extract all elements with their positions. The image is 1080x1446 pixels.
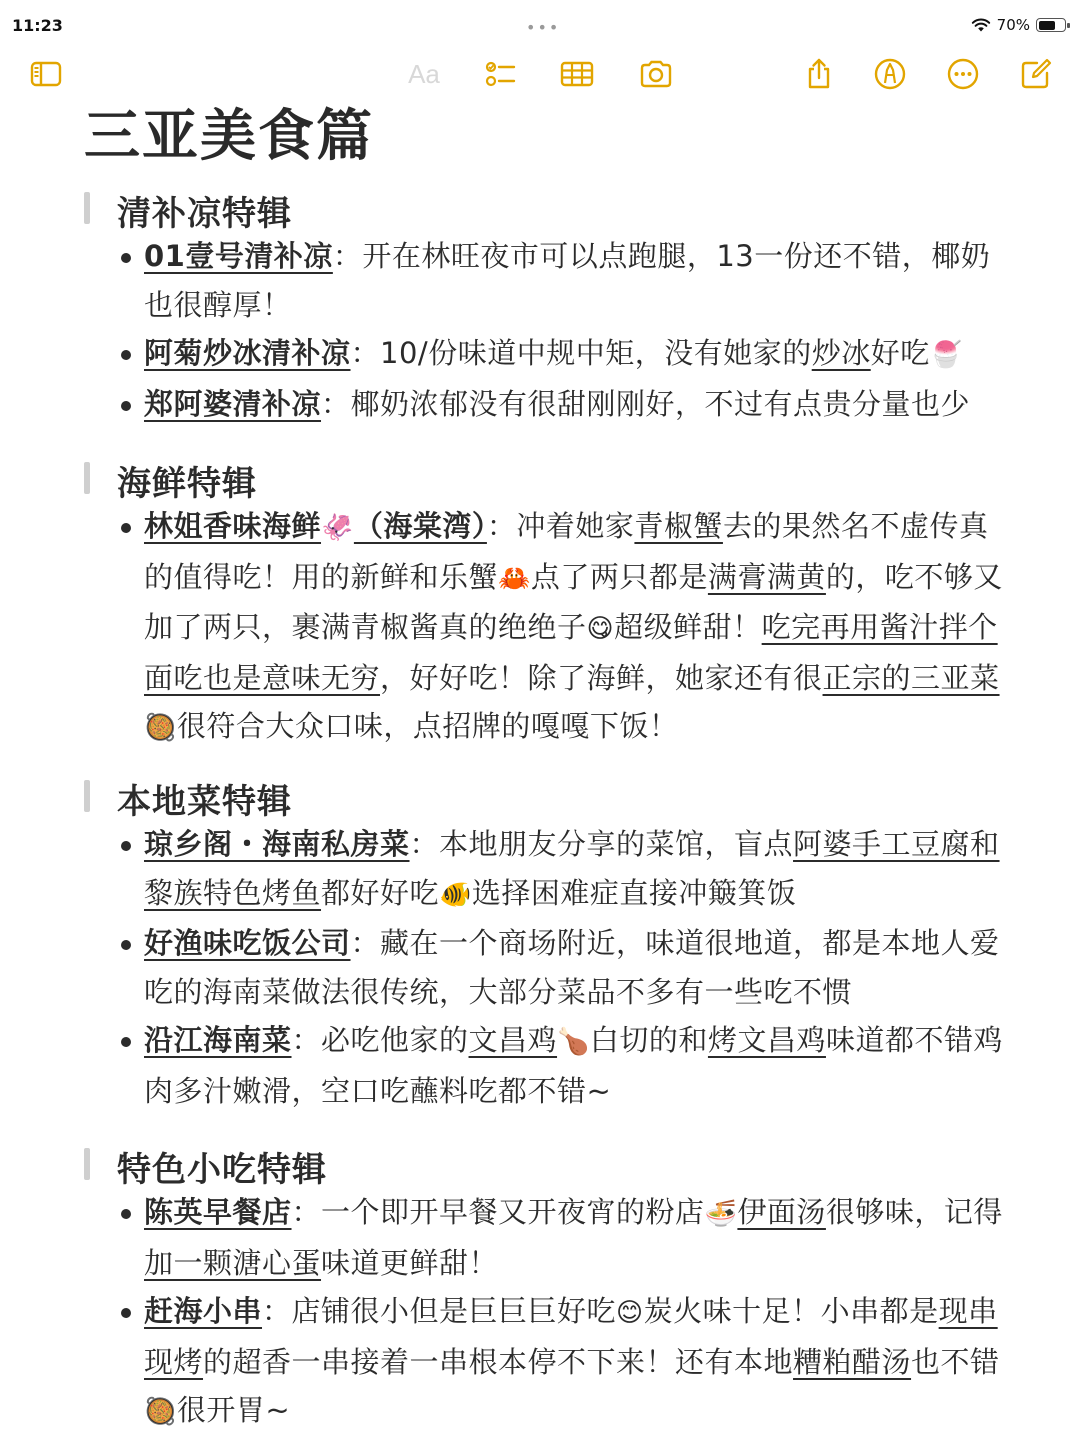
pot-emoji: 🥘: [144, 1397, 177, 1427]
wifi-icon: [971, 17, 991, 33]
smile-emoji: 😊: [616, 1298, 644, 1328]
status-right: [971, 16, 1066, 34]
squid-emoji: 🦑: [321, 513, 354, 543]
section-heading: [84, 1140, 1014, 1188]
section-heading: [84, 772, 1014, 820]
list-item[interactable]: [84, 1287, 1014, 1437]
compose-icon: [1019, 57, 1053, 91]
restaurant-name: 陈英早餐店: [144, 1195, 292, 1229]
item-text: ：本地朋友分享的菜馆，盲点: [409, 827, 794, 861]
item-text: 选择困难症直接冲簸箕饭: [471, 875, 797, 910]
item-text: ：必吃他家的: [291, 1023, 469, 1057]
list-item[interactable]: [84, 502, 1014, 753]
item-text: ：开在林旺夜市可以点跑腿，13一份还不错，椰奶也很醇厚！: [144, 239, 991, 322]
battery-icon: [1036, 18, 1066, 32]
format-button[interactable]: Aa: [408, 58, 440, 89]
checklist-button[interactable]: [480, 52, 520, 96]
pot-emoji: 🥘: [144, 713, 177, 743]
restaurant-name: 林姐香味海鲜: [144, 509, 322, 543]
underlined-text: 正宗的三亚菜: [822, 660, 1000, 695]
restaurant-name: 01壹号清补凉: [144, 239, 333, 273]
table-button[interactable]: [557, 52, 597, 96]
crab-emoji: 🦀: [498, 563, 531, 594]
item-text: 很符合大众口味，点招牌的嘎嘎下饭！: [176, 709, 679, 743]
camera-icon: [639, 57, 673, 91]
list-item[interactable]: [84, 919, 1014, 1016]
restaurant-name: 郑阿婆清补凉: [144, 386, 322, 421]
underlined-text: 满膏满黄: [707, 559, 826, 594]
battery-fill: [1039, 21, 1056, 30]
underlined-text: 阿婆手工豆腐和黎族特色烤鱼: [144, 827, 1000, 910]
item-list: [84, 232, 1014, 428]
section-heading: [84, 454, 1014, 502]
multitasking-dots[interactable]: •••: [526, 18, 561, 37]
list-item[interactable]: [84, 232, 1014, 329]
underlined-text: 现串现烤: [144, 1294, 998, 1379]
share-icon: [802, 57, 836, 91]
item-text: 都好好吃: [321, 875, 440, 910]
item-text: 去的果然名不虚传真的值得吃！用的新鲜和乐蟹: [144, 509, 989, 594]
status-bar: [0, 0, 1080, 50]
drumstick-emoji: 🍗: [557, 1027, 590, 1057]
section-title: 本地菜特辑: [117, 782, 292, 822]
status-time: 11:23: [12, 16, 63, 35]
restaurant-name: 琼乡阁・海南私房菜: [144, 827, 410, 861]
item-text: ，好好吃！除了海鲜，她家还有很: [380, 660, 823, 695]
heading-collapse-bar[interactable]: [84, 780, 90, 812]
sidebar-toggle-button[interactable]: [26, 52, 66, 96]
item-list: [84, 502, 1014, 753]
list-item[interactable]: [84, 820, 1014, 919]
list-item[interactable]: [84, 380, 1014, 429]
section-local-food: [84, 772, 1014, 1115]
item-text: 的超香一串接着一串根本停不下来！还有本地: [203, 1344, 794, 1379]
battery-percent: 70%: [996, 16, 1030, 34]
ice-cream-emoji: 🍧: [929, 340, 963, 370]
item-text: 炭火味十足！小串都是: [643, 1294, 939, 1328]
underlined-text: 文昌鸡: [468, 1023, 558, 1057]
item-text: ：店铺很小但是巨巨巨好吃: [262, 1294, 617, 1328]
item-text: 的，吃不够又加了两只，裹满青椒酱真的绝绝子: [144, 559, 1003, 644]
markup-button[interactable]: [870, 52, 910, 96]
sidebar-icon: [29, 57, 63, 91]
item-text: 味道更鲜甜！: [321, 1245, 499, 1280]
restaurant-name: 赶海小串: [144, 1294, 263, 1328]
restaurant-name: 沿江海南菜: [144, 1023, 292, 1057]
item-text: 好吃: [870, 336, 930, 370]
restaurant-name: 阿菊炒冰清补凉: [144, 336, 351, 370]
underlined-text: 糟粕醋汤: [793, 1344, 912, 1379]
item-text: 白切的和: [589, 1023, 708, 1057]
item-text: 超级鲜甜！: [614, 610, 762, 644]
heading-collapse-bar[interactable]: [84, 1148, 90, 1180]
section-snacks: [84, 1140, 1014, 1437]
heading-collapse-bar[interactable]: [84, 462, 90, 494]
fish-emoji: 🐠: [439, 879, 472, 910]
underlined-text: 加一颗溏心蛋: [144, 1245, 322, 1280]
share-button[interactable]: [799, 52, 839, 96]
section-title: 特色小吃特辑: [117, 1150, 327, 1190]
heading-collapse-bar[interactable]: [84, 192, 90, 224]
section-title: 海鲜特辑: [117, 464, 257, 504]
camera-button[interactable]: [636, 52, 676, 96]
underlined-text: 青椒蟹: [634, 509, 723, 543]
section-heading: [84, 184, 1014, 232]
item-text: ：一个即开早餐又开夜宵的粉店: [291, 1195, 705, 1229]
checklist-icon: [483, 57, 517, 91]
yum-emoji: 😋: [586, 614, 615, 644]
item-text: 味道都不错鸡肉多汁嫩滑，空口吃蘸料吃都不错~: [144, 1023, 1003, 1108]
table-icon: [560, 57, 594, 91]
compose-button[interactable]: [1016, 52, 1056, 96]
item-text: ：10/份味道中规中矩，没有她家的: [350, 336, 812, 370]
underlined-text: 烤文昌鸡: [707, 1023, 826, 1057]
list-item[interactable]: [84, 1016, 1014, 1115]
restaurant-name: （海棠湾）: [353, 509, 487, 543]
item-text: ：藏在一个商场附近，味道很地道，都是本地人爱吃的海南菜做法很传统，大部分菜品不多有一些吃不惯: [144, 926, 1000, 1009]
note-title[interactable]: 三亚美食篇: [84, 104, 374, 169]
noodle-emoji: 🍜: [704, 1199, 738, 1229]
list-item[interactable]: [84, 1188, 1014, 1287]
underlined-text: 伊面汤: [737, 1195, 826, 1229]
underlined-text: 炒冰: [811, 336, 871, 370]
ellipsis-icon: [946, 57, 980, 91]
item-text: ：椰奶浓郁没有很甜刚刚好，不过有点贵分量也少: [321, 386, 971, 421]
item-text: 也不错: [911, 1344, 1000, 1379]
section-qingbuliang: [84, 184, 1014, 428]
markup-pen-icon: [873, 57, 907, 91]
underlined-text: 吃完再用酱汁拌个面吃也是意味无穷: [144, 610, 998, 695]
item-text: 点了两只都是: [530, 559, 708, 594]
item-text: 很开胃~: [176, 1393, 291, 1427]
item-list: [84, 820, 1014, 1115]
section-seafood: [84, 454, 1014, 753]
item-text: 很够味，记得: [825, 1195, 1003, 1229]
item-list: [84, 1188, 1014, 1437]
restaurant-name: 好渔味吃饭公司: [144, 926, 351, 960]
more-button[interactable]: [943, 52, 983, 96]
item-text: ：冲着她家: [486, 509, 635, 543]
section-title: 清补凉特辑: [117, 194, 292, 234]
list-item[interactable]: [84, 329, 1014, 380]
